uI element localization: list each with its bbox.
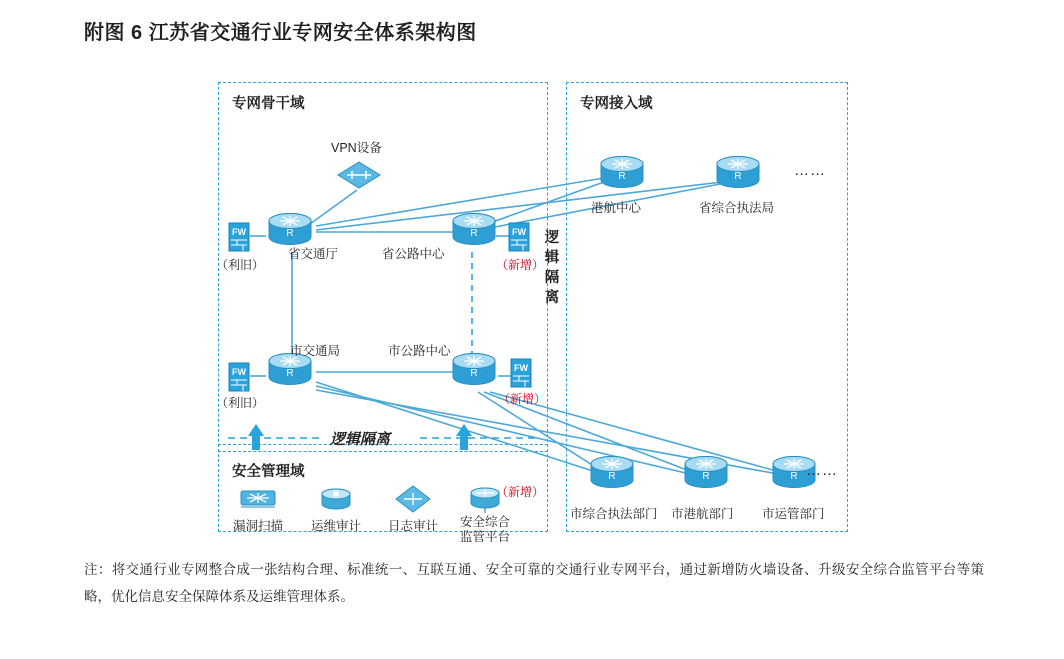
router-prov-highway-center-icon [450, 212, 498, 246]
router-port-nav-center-label: 港航中心 [591, 201, 642, 215]
router-city-law-enforcement-dept-label: 市综合执法部门 [570, 507, 658, 521]
firewall-prov-highway-icon [508, 222, 530, 252]
horizontal-isolation-label: 逻辑隔离 [330, 431, 391, 448]
zone-access-label: 专网接入域 [580, 96, 653, 112]
footnote: 注：将交通行业专网整合成一张结构合理、标准统一、互联互通、安全可靠的交通行业专网平台，通过新增防火墙设备、升级安全综合监管平台等策略，优化信息安全保障体系及运维管理体系。 [84, 562, 984, 604]
router-prov-transport-dept-icon [266, 212, 314, 246]
vpn-device-label: VPN设备 [331, 141, 382, 155]
zone-security-label: 安全管理域 [232, 464, 305, 480]
firewall-city-transport-note: （利旧） [216, 396, 265, 410]
ops-audit-label: 运维审计 [311, 519, 362, 533]
router-prov-highway-center-label: 省公路中心 [382, 247, 445, 261]
router-city-port-nav-dept-label: 市港航部门 [671, 507, 734, 521]
router-port-nav-center-icon [598, 155, 646, 189]
svg-text:FW: FW [514, 363, 528, 373]
access-top-ellipsis: …… [794, 162, 826, 179]
vpn-device-icon [336, 160, 382, 190]
svg-text:R: R [470, 228, 478, 239]
router-city-law-enforcement-dept-icon [588, 455, 636, 489]
router-city-port-nav-dept-icon [682, 455, 730, 489]
zone-backbone-label: 专网骨干域 [232, 96, 305, 112]
svg-text:R: R [608, 471, 616, 482]
firewall-city-highway-icon [510, 358, 532, 388]
firewall-prov-transport-icon [228, 222, 250, 252]
log-audit-label: 日志审计 [388, 519, 439, 533]
page-title: 附图 6 江苏省交通行业专网安全体系架构图 [84, 22, 477, 44]
router-prov-transport-dept-label: 省交通厅 [288, 247, 339, 261]
svg-text:R: R [702, 471, 710, 482]
svg-text:FW: FW [232, 227, 246, 237]
access-bottom-ellipsis: …… [806, 462, 838, 479]
svg-text:R: R [790, 471, 798, 482]
firewall-prov-highway-note: （新增） [496, 258, 545, 272]
svg-text:R: R [618, 171, 626, 182]
security-platform-note: （新增） [496, 485, 545, 499]
router-prov-law-enforcement-icon [714, 155, 762, 189]
vuln-scan-icon [237, 483, 279, 515]
firewall-prov-transport-note: （利旧） [216, 258, 265, 272]
vertical-isolation-label: 逻辑隔离 [544, 230, 560, 306]
svg-text:FW: FW [512, 227, 526, 237]
router-city-transport-admin-dept-label: 市运管部门 [762, 507, 825, 521]
router-city-highway-center-icon [450, 352, 498, 386]
svg-text:FW: FW [232, 367, 246, 377]
router-city-highway-center-label: 市公路中心 [388, 344, 451, 358]
svg-text:R: R [734, 171, 742, 182]
security-platform-label-line2: 监管平台 [460, 530, 511, 544]
svg-text:R: R [286, 368, 294, 379]
router-city-transport-bureau-label: 市交通局 [290, 344, 341, 358]
log-audit-icon [392, 483, 434, 515]
svg-text:R: R [286, 228, 294, 239]
security-platform-label-line1: 安全综合 [460, 515, 511, 529]
svg-text:R: R [470, 368, 478, 379]
ops-audit-icon [315, 483, 357, 515]
vuln-scan-label: 漏洞扫描 [233, 519, 284, 533]
firewall-city-transport-icon [228, 362, 250, 392]
firewall-city-highway-note: （新增） [498, 392, 547, 406]
router-prov-law-enforcement-label: 省综合执法局 [699, 201, 775, 215]
